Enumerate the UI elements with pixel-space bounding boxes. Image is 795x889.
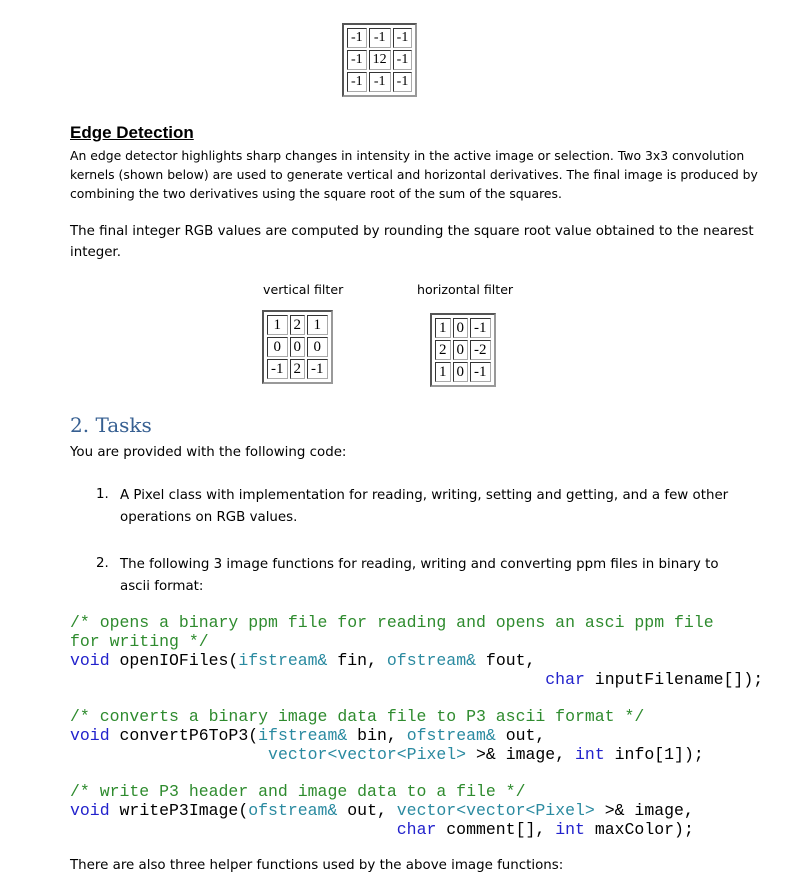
top-kernel-table bbox=[342, 23, 417, 97]
kernel-cell: -1 bbox=[393, 50, 413, 70]
code-keyword: char bbox=[545, 670, 585, 689]
code-comment: /* write P3 header and image data to a file */ bbox=[70, 782, 526, 801]
kernel-cell: -2 bbox=[470, 340, 491, 360]
kernel-cell: 1 bbox=[435, 362, 451, 382]
edge-detection-description: An edge detector highlights sharp changes in intensity in the active image or selection. Two 3x3 convolution kernels (shown below) are used to generate vertical and horizontal derivatives. The final image is produced by combining the two derivatives using the square root of the sum of the squares. bbox=[70, 148, 758, 201]
tasks-intro: You are provided with the following code: bbox=[70, 445, 347, 460]
kernel-cell: 2 bbox=[290, 315, 306, 335]
kernel-cell: -1 bbox=[393, 72, 413, 92]
vertical-filter-table bbox=[262, 310, 333, 384]
code-keyword: char bbox=[396, 820, 437, 839]
code-type: vector<vector<Pixel> bbox=[396, 801, 595, 820]
code-block-write-p3-image: /* write P3 header and image data to a file */ void writeP3Image(ofstream& out, vector<vector<Pixel> >& image, char comment[], int maxColor); bbox=[70, 782, 694, 839]
kernel-cell: 0 bbox=[267, 337, 288, 357]
code-type: ofstream& bbox=[406, 726, 496, 745]
code-keyword: int bbox=[555, 820, 585, 839]
kernel-cell: -1 bbox=[470, 318, 491, 338]
code-comment: /* opens a binary ppm file for reading and opens an asci ppm file bbox=[70, 613, 714, 632]
kernel-cell: 0 bbox=[307, 337, 328, 357]
vertical-filter-label: vertical filter bbox=[263, 282, 344, 297]
horizontal-filter-table bbox=[430, 313, 496, 387]
code-keyword: void bbox=[70, 801, 110, 820]
kernel-cell: 1 bbox=[307, 315, 328, 335]
list-item-number: 2. bbox=[96, 556, 109, 571]
code-keyword: void bbox=[70, 726, 110, 745]
kernel-cell: 1 bbox=[267, 315, 288, 335]
code-comment: for writing */ bbox=[70, 632, 209, 651]
kernel-cell: -1 bbox=[369, 72, 391, 92]
kernel-cell: -1 bbox=[393, 28, 413, 48]
edge-detection-heading: Edge Detection bbox=[70, 123, 194, 142]
kernel-cell: -1 bbox=[470, 362, 491, 382]
list-item: The following 3 image functions for reading, writing and converting ppm files in binary to ascii format: bbox=[120, 557, 719, 594]
code-comment: /* converts a binary image data file to P3 ascii format */ bbox=[70, 707, 645, 726]
kernel-cell: -1 bbox=[347, 50, 367, 70]
kernel-cell: -1 bbox=[369, 28, 391, 48]
code-type: vector<vector<Pixel> bbox=[268, 745, 467, 764]
code-block-open-io-files: /* opens a binary ppm file for reading and opens an asci ppm file for writing */ void openIOFiles(ifstream& fin, ofstream& fout, char inputFilename[]); bbox=[70, 613, 764, 689]
kernel-cell: -1 bbox=[347, 72, 367, 92]
horizontal-filter-label: horizontal filter bbox=[417, 282, 514, 297]
code-type: ifstream& bbox=[258, 726, 348, 745]
kernel-cell: 2 bbox=[290, 359, 306, 379]
code-keyword: int bbox=[575, 745, 605, 764]
kernel-cell: -1 bbox=[347, 28, 367, 48]
kernel-cell: 1 bbox=[435, 318, 451, 338]
kernel-cell: -1 bbox=[307, 359, 328, 379]
code-keyword: void bbox=[70, 651, 110, 670]
kernel-cell: 0 bbox=[453, 362, 469, 382]
kernel-cell: 2 bbox=[435, 340, 451, 360]
code-type: ofstream& bbox=[248, 801, 338, 820]
code-type: ifstream& bbox=[238, 651, 328, 670]
list-item-number: 1. bbox=[96, 487, 109, 502]
rounding-note: The final integer RGB values are computed by rounding the square root value obtained to the nearest integer. bbox=[70, 224, 754, 260]
kernel-cell: -1 bbox=[267, 359, 288, 379]
tasks-heading: 2. Tasks bbox=[70, 413, 152, 437]
kernel-cell: 12 bbox=[369, 50, 391, 70]
code-block-convert-p6-to-p3: /* converts a binary image data file to P3 ascii format */ void convertP6ToP3(ifstream& bin, ofstream& out, vector<vector<Pixel> >& image, int info[1]); bbox=[70, 707, 704, 764]
helper-functions-note: There are also three helper functions used by the above image functions: bbox=[70, 858, 564, 873]
list-item: A Pixel class with implementation for reading, writing, setting and getting, and a few other operations on RGB values. bbox=[120, 488, 729, 525]
kernel-cell: 0 bbox=[453, 318, 469, 338]
kernel-cell: 0 bbox=[290, 337, 306, 357]
code-type: ofstream& bbox=[386, 651, 477, 670]
kernel-cell: 0 bbox=[453, 340, 469, 360]
